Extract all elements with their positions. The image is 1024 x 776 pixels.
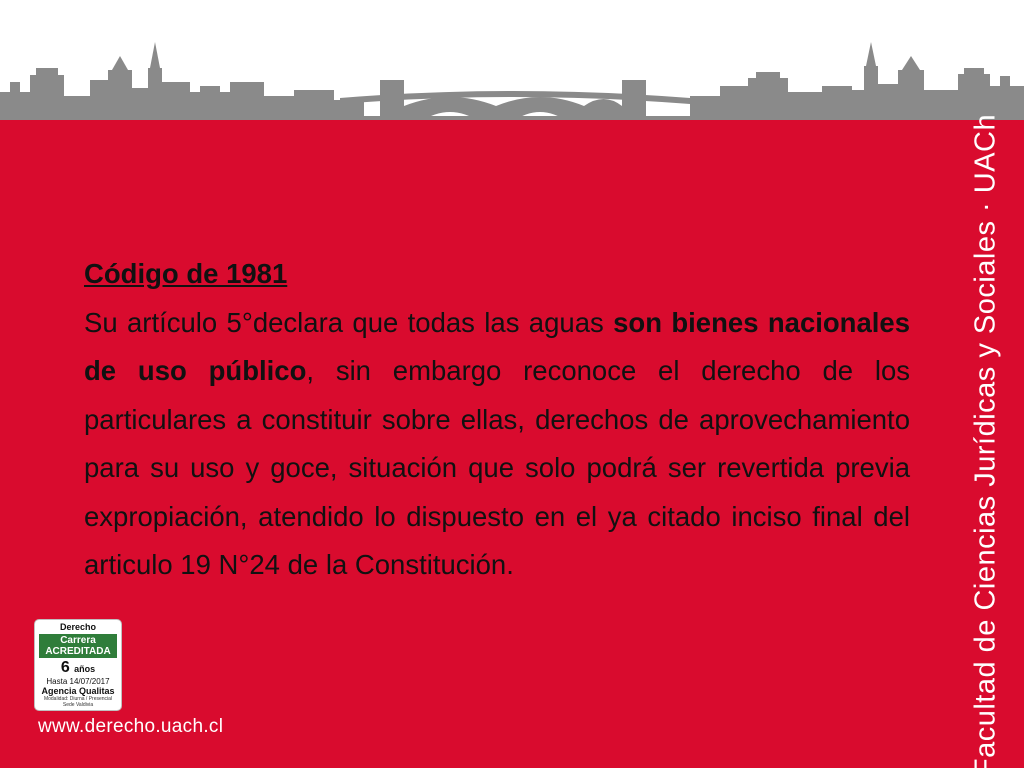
seal-status (39, 634, 117, 658)
header-band (0, 0, 1024, 120)
seal-until: Hasta 14/07/2017 (46, 677, 110, 686)
slide-body (84, 250, 910, 590)
paragraph-text: , sin embargo reconoce el derecho de los particulares a constituir sobre ellas, derechos de aprovechamiento para su uso y goce, situación que solo podrá ser revertida previa expropiación, atendido lo dispuesto en el ya citado inciso final del articulo 19 N°24 de la Constitución. (84, 355, 911, 580)
paragraph-text: Su artículo 5°declara que todas las aguas (84, 306, 614, 338)
slide-heading: Código de 1981 (84, 258, 288, 289)
accreditation-seal (35, 620, 121, 710)
website-url: www.derecho.uach.cl (38, 716, 224, 737)
paragraph-bold-text: son bienes nacionales de uso público (84, 306, 910, 386)
seal-fine-print: Sede Valdivia (62, 702, 94, 708)
seal-line2: ACREDITADA (45, 646, 111, 657)
seal-fine-print: Modalidad: Diurna / Presencial (43, 696, 113, 702)
seal-years (35, 660, 121, 677)
faculty-title: Facultad de Ciencias Jurídicas y Sociales · UACh (969, 113, 1002, 776)
seal-line1: Carrera (60, 635, 96, 646)
seal-years-number: 6 (60, 659, 70, 676)
seal-years-unit: años (74, 664, 96, 674)
faculty-sidebar (948, 113, 1024, 776)
city-skyline-banner (0, 30, 1024, 122)
seal-program: Derecho (59, 622, 96, 632)
seal-agency: Agencia Qualitas (41, 686, 115, 696)
